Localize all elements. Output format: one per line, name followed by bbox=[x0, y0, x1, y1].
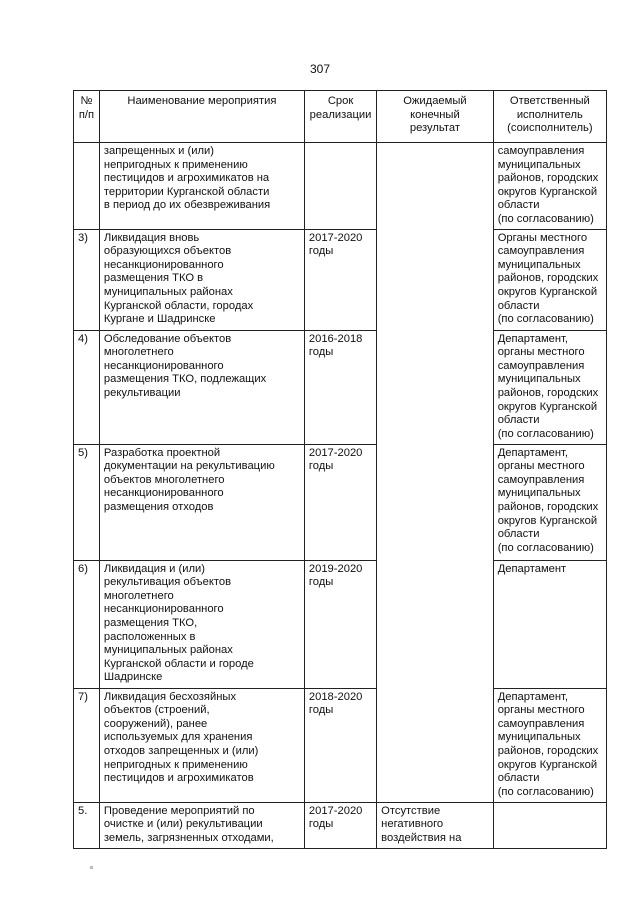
table-row bbox=[74, 143, 607, 230]
row-executor: Департамент bbox=[493, 560, 606, 688]
row-num: 5. bbox=[74, 802, 100, 848]
row-num: 4) bbox=[74, 330, 100, 444]
table-header-row bbox=[74, 91, 607, 143]
row-name: Ликвидация бесхозяйных объектов (строений, сооружений), ранее используемых для хранения отходов запрещенных и (или) непригодных к применению пестицидов и агрохимикатов bbox=[99, 688, 304, 802]
row-term: 2016-2018 годы bbox=[304, 330, 376, 444]
row-num: 6) bbox=[74, 560, 100, 688]
result-cell-merged bbox=[377, 143, 494, 803]
header-result: Ожидаемый конечный результат bbox=[377, 91, 494, 143]
row-result: Отсутствие негативного воздействия на bbox=[377, 802, 494, 848]
header-name: Наименование мероприятия bbox=[99, 91, 304, 143]
row-name: Разработка проектной документации на рекультивацию объектов многолетнего несанкционированного размещения отходов bbox=[99, 444, 304, 560]
row-executor: Департамент, органы местного самоуправления муниципальных районов, городских округов Курганской области (по согласованию) bbox=[493, 330, 606, 444]
row-executor: самоуправления муниципальных районов, городских округов Курганской области (по согласованию) bbox=[493, 143, 606, 230]
table-row bbox=[74, 688, 607, 802]
table-row bbox=[74, 560, 607, 688]
row-num: 5) bbox=[74, 444, 100, 560]
row-name: запрещенных и (или) непригодных к применению пестицидов и агрохимикатов на территории Курганской области в период до их обезвреживания bbox=[99, 143, 304, 230]
scan-speck bbox=[90, 866, 93, 869]
row-name: Обследование объектов многолетнего несанкционированного размещения ТКО, подлежащих рекультивации bbox=[99, 330, 304, 444]
table-row bbox=[74, 802, 607, 848]
table-row bbox=[74, 229, 607, 330]
measures-table bbox=[73, 90, 607, 849]
row-term: 2019-2020 годы bbox=[304, 560, 376, 688]
table-row bbox=[74, 330, 607, 444]
row-term: 2017-2020 годы bbox=[304, 444, 376, 560]
row-term: 2018-2020 годы bbox=[304, 688, 376, 802]
page-number: 307 bbox=[309, 62, 331, 76]
table-row bbox=[74, 444, 607, 560]
row-term bbox=[304, 143, 376, 230]
row-name: Проведение мероприятий по очистке и (или) рекультивации земель, загрязненных отходами, bbox=[99, 802, 304, 848]
row-executor: Департамент, органы местного самоуправления муниципальных районов, городских округов Курганской области (по согласованию) bbox=[493, 688, 606, 802]
row-name: Ликвидация вновь образующихся объектов несанкционированного размещения ТКО в муниципальных районах Курганской области, городах Кургане и Шадринске bbox=[99, 229, 304, 330]
row-executor bbox=[493, 802, 606, 848]
row-name: Ликвидация и (или) рекультивация объектов многолетнего несанкционированного размещения ТКО, расположенных в муниципальных районах Курганской области и городе Шадринске bbox=[99, 560, 304, 688]
header-executor: Ответственный исполнитель (соисполнитель) bbox=[493, 91, 606, 143]
row-term: 2017-2020 годы bbox=[304, 802, 376, 848]
row-executor: Органы местного самоуправления муниципальных районов, городских округов Курганской области (по согласованию) bbox=[493, 229, 606, 330]
header-num: № п/п bbox=[74, 91, 100, 143]
row-term: 2017-2020 годы bbox=[304, 229, 376, 330]
row-num: 3) bbox=[74, 229, 100, 330]
header-term: Срок реализации bbox=[304, 91, 376, 143]
row-executor: Департамент, органы местного самоуправления муниципальных районов, городских округов Курганской области (по согласованию) bbox=[493, 444, 606, 560]
row-num bbox=[74, 143, 100, 230]
row-num: 7) bbox=[74, 688, 100, 802]
